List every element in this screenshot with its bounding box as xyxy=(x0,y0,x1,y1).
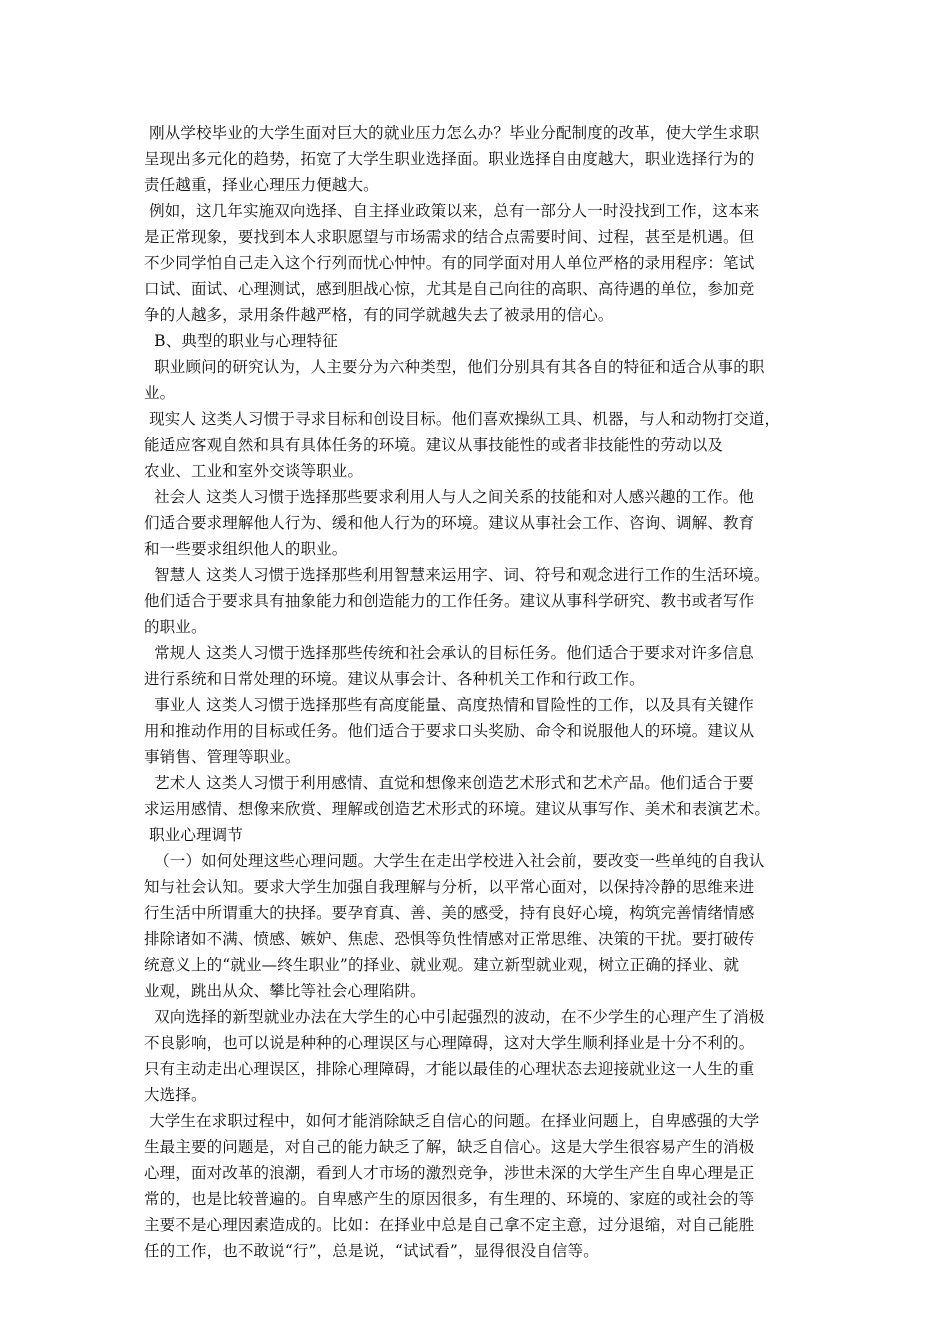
text-line: 智慧人 这类人习惯于选择那些利用智慧来运用字、词、符号和观念进行工作的生活环境。 xyxy=(144,566,770,584)
text-line: 社会人 这类人习惯于选择那些要求利用人与人之间关系的技能和对人感兴趣的工作。他 xyxy=(144,488,754,506)
text-line: 口试、面试、心理测试，感到胆战心惊，尤其是自己向往的高职、高待遇的单位，参加竞 xyxy=(144,280,755,298)
text-line: 能适应客观自然和具有具体任务的环境。建议从事技能性的或者非技能性的劳动以及 xyxy=(144,436,724,454)
text-line: 责任越重，择业心理压力便越大。 xyxy=(144,176,379,194)
text-line: 常的，也是比较普遍的。自卑感产生的原因很多，有生理的、环境的、家庭的或社会的等 xyxy=(144,1190,755,1208)
text-line: 职业顾问的研究认为，人主要分为六种类型，他们分别具有其各自的特征和适合从事的职 xyxy=(144,358,765,376)
text-line: 是正常现象，要找到本人求职愿望与市场需求的结合点需要时间、过程，甚至是机遇。但 xyxy=(144,228,755,246)
text-line: 只有主动走出心理误区，排除心理障碍，才能以最佳的心理状态去迎接就业这一人生的重 xyxy=(144,1060,755,1078)
text-line: 的职业。 xyxy=(144,618,207,636)
text-line: 们适合要求理解他人行为、缓和他人行为的环境。建议从事社会工作、咨询、调解、教育 xyxy=(144,514,755,532)
text-line: 职业心理调节 xyxy=(144,826,243,844)
text-line: B、典型的职业与心理特征 xyxy=(144,332,338,350)
text-line: 农业、工业和室外交谈等职业。 xyxy=(144,462,364,480)
text-line: 刚从学校毕业的大学生面对巨大的就业压力怎么办？毕业分配制度的改革，使大学生求职 xyxy=(144,124,760,142)
text-line: 业。 xyxy=(144,384,176,402)
text-line: 不良影响，也可以说是种种的心理误区与心理障碍，这对大学生顺利择业是十分不利的。 xyxy=(144,1034,755,1052)
text-line: 进行系统和日常处理的环境。建议从事会计、各种机关工作和行政工作。 xyxy=(144,670,645,688)
text-line: 事销售、管理等职业。 xyxy=(144,748,301,766)
text-line: 常规人 这类人习惯于选择那些传统和社会承认的目标任务。他们适合于要求对许多信息 xyxy=(144,644,754,662)
text-line: 和一些要求组织他人的职业。 xyxy=(144,540,348,558)
text-line: 不少同学怕自己走入这个行列而忧心忡忡。有的同学面对用人单位严格的录用程序：笔试 xyxy=(144,254,755,272)
text-line: 统意义上的“就业—终生职业”的择业、就业观。建立新型就业观，树立正确的择业、就 xyxy=(144,956,740,974)
text-line: 用和推动作用的目标或任务。他们适合于要求口头奖励、命令和说服他人的环境。建议从 xyxy=(144,722,755,740)
text-line: （一）如何处理这些心理问题。大学生在走出学校进入社会前，要改变一些单纯的自我认 xyxy=(144,852,765,870)
text-line: 现实人 这类人习惯于寻求目标和创设目标。他们喜欢操纵工具、机器，与人和动物打交道， xyxy=(144,410,781,428)
text-line: 他们适合于要求具有抽象能力和创造能力的工作任务。建议从事科学研究、教书或者写作 xyxy=(144,592,755,610)
text-line: 任的工作，也不敢说“行”，总是说，“试试看”，显得很没自信等。 xyxy=(144,1242,599,1260)
text-line: 艺术人 这类人习惯于利用感情、直觉和想像来创造艺术形式和艺术产品。他们适合于要 xyxy=(144,774,754,792)
text-line: 行生活中所谓重大的抉择。要孕育真、善、美的感受，持有良好心境，构筑完善情绪情感 xyxy=(144,904,755,922)
document-body xyxy=(144,120,810,1264)
text-line: 争的人越多，录用条件越严格，有的同学就越失去了被录用的信心。 xyxy=(144,306,614,324)
text-line: 生最主要的问题是，对自己的能力缺乏了解，缺乏自信心。这是大学生很容易产生的消极 xyxy=(144,1138,755,1156)
text-line: 大学生在求职过程中，如何才能消除缺乏自信心的问题。在择业问题上，自卑感强的大学 xyxy=(144,1112,760,1130)
text-line: 排除诸如不满、愤感、嫉妒、焦虑、恐惧等负性情感对正常思维、决策的干扰。要打破传 xyxy=(144,930,755,948)
text-line: 例如，这几年实施双向选择、自主择业政策以来，总有一部分人一时没找到工作，这本来 xyxy=(144,202,760,220)
text-line: 求运用感情、想像来欣赏、理解或创造艺术形式的环境。建议从事写作、美术和表演艺术。 xyxy=(144,800,771,818)
text-line: 双向选择的新型就业办法在大学生的心中引起强烈的波动，在不少学生的心理产生了消极 xyxy=(144,1008,765,1026)
text-line: 事业人 这类人习惯于选择那些有高度能量、高度热情和冒险性的工作，以及具有关键作 xyxy=(144,696,754,714)
text-line: 主要不是心理因素造成的。比如：在择业中总是自己拿不定主意，过分退缩，对自己能胜 xyxy=(144,1216,755,1234)
text-line: 大选择。 xyxy=(144,1086,207,1104)
text-line: 呈现出多元化的趋势，拓宽了大学生职业选择面。职业选择自由度越大，职业选择行为的 xyxy=(144,150,755,168)
text-line: 业观，跳出从众、攀比等社会心理陷阱。 xyxy=(144,982,426,1000)
text-line: 知与社会认知。要求大学生加强自我理解与分析，以平常心面对，以保持冷静的思维来进 xyxy=(144,878,755,896)
text-line: 心理，面对改革的浪潮，看到人才市场的激烈竞争，涉世未深的大学生产生自卑心理是正 xyxy=(144,1164,755,1182)
